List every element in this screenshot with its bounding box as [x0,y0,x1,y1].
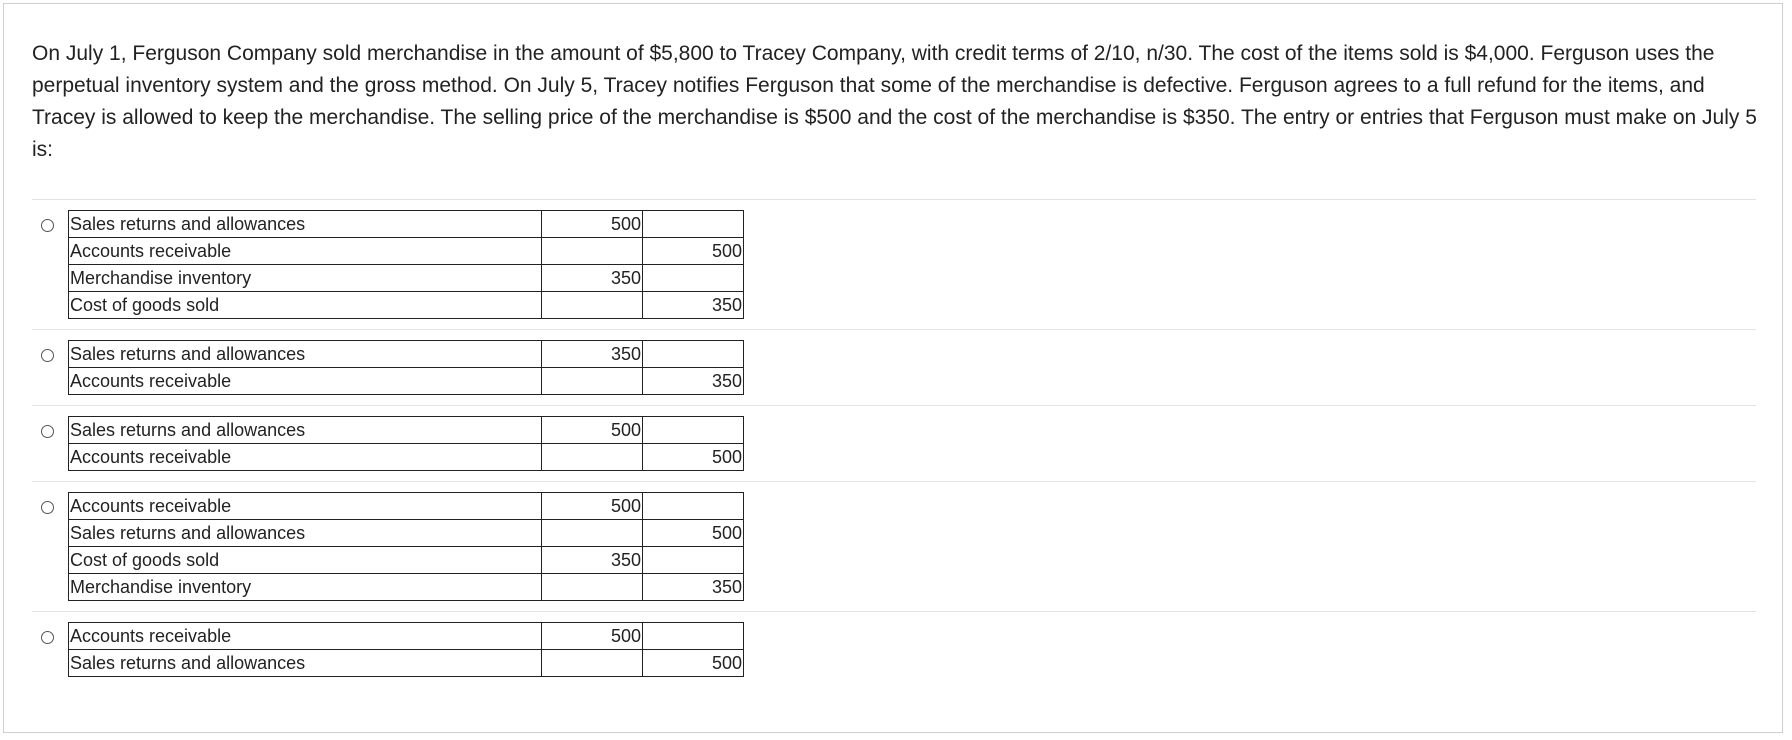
journal-row [69,520,744,547]
debit-amount [542,368,643,395]
radio-button-2[interactable] [41,349,54,362]
credit-amount: 500 [643,444,744,471]
journal-entry-table [68,340,744,395]
journal-row [69,368,744,395]
journal-entry-table [68,416,744,471]
journal-row [69,417,744,444]
debit-amount [542,292,643,319]
answer-option-2[interactable] [32,330,1756,406]
journal-row [69,211,744,238]
question-panel [3,3,1783,733]
debit-amount: 500 [542,493,643,520]
account-name: Sales returns and allowances [69,417,542,444]
journal-row [69,444,744,471]
journal-entry-table [68,622,744,677]
credit-amount [643,417,744,444]
debit-amount: 500 [542,417,643,444]
account-name: Merchandise inventory [69,574,542,601]
answer-option-4[interactable] [32,482,1756,612]
answer-option-5[interactable] [32,612,1756,687]
debit-amount: 350 [542,265,643,292]
account-name: Sales returns and allowances [69,650,542,677]
credit-amount [643,493,744,520]
account-name: Accounts receivable [69,368,542,395]
account-name: Cost of goods sold [69,547,542,574]
account-name: Accounts receivable [69,623,542,650]
account-name: Accounts receivable [69,444,542,471]
journal-row [69,238,744,265]
journal-row [69,623,744,650]
debit-amount: 350 [542,547,643,574]
journal-row [69,265,744,292]
credit-amount: 500 [643,238,744,265]
answer-option-1[interactable] [32,200,1756,330]
debit-amount [542,444,643,471]
journal-row [69,650,744,677]
answer-options [32,199,1756,687]
account-name: Accounts receivable [69,493,542,520]
credit-amount [643,341,744,368]
radio-button-3[interactable] [41,425,54,438]
credit-amount: 350 [643,574,744,601]
radio-button-1[interactable] [41,219,54,232]
credit-amount: 350 [643,292,744,319]
debit-amount: 350 [542,341,643,368]
account-name: Accounts receivable [69,238,542,265]
debit-amount: 500 [542,211,643,238]
journal-row [69,493,744,520]
debit-amount [542,520,643,547]
account-name: Sales returns and allowances [69,520,542,547]
debit-amount [542,650,643,677]
debit-amount: 500 [542,623,643,650]
credit-amount: 350 [643,368,744,395]
credit-amount [643,547,744,574]
account-name: Sales returns and allowances [69,341,542,368]
account-name: Cost of goods sold [69,292,542,319]
credit-amount: 500 [643,650,744,677]
journal-row [69,292,744,319]
credit-amount [643,211,744,238]
account-name: Merchandise inventory [69,265,542,292]
debit-amount [542,238,643,265]
credit-amount: 500 [643,520,744,547]
question-text: On July 1, Ferguson Company sold merchandise in the amount of $5,800 to Tracey Company, with credit terms of 2/10, n/30. The cost of the items sold is $4,000. Ferguson uses the perpetual inventory system and the gross method. On July 5, Tracey notifies Ferguson that some of the merchandise is defective. Ferguson agrees to a full refund for the items, and Tracey is allowed to keep the merchandise. The selling price of the merchandise is $500 and the cost of the merchandise is $350. The entry or entries that Ferguson must make on July 5 is: [32,42,1757,161]
answer-option-3[interactable] [32,406,1756,482]
journal-entry-table [68,210,744,319]
credit-amount [643,623,744,650]
radio-button-4[interactable] [41,501,54,514]
account-name: Sales returns and allowances [69,211,542,238]
credit-amount [643,265,744,292]
journal-entry-table [68,492,744,601]
radio-button-5[interactable] [41,631,54,644]
journal-row [69,574,744,601]
debit-amount [542,574,643,601]
journal-row [69,341,744,368]
journal-row [69,547,744,574]
